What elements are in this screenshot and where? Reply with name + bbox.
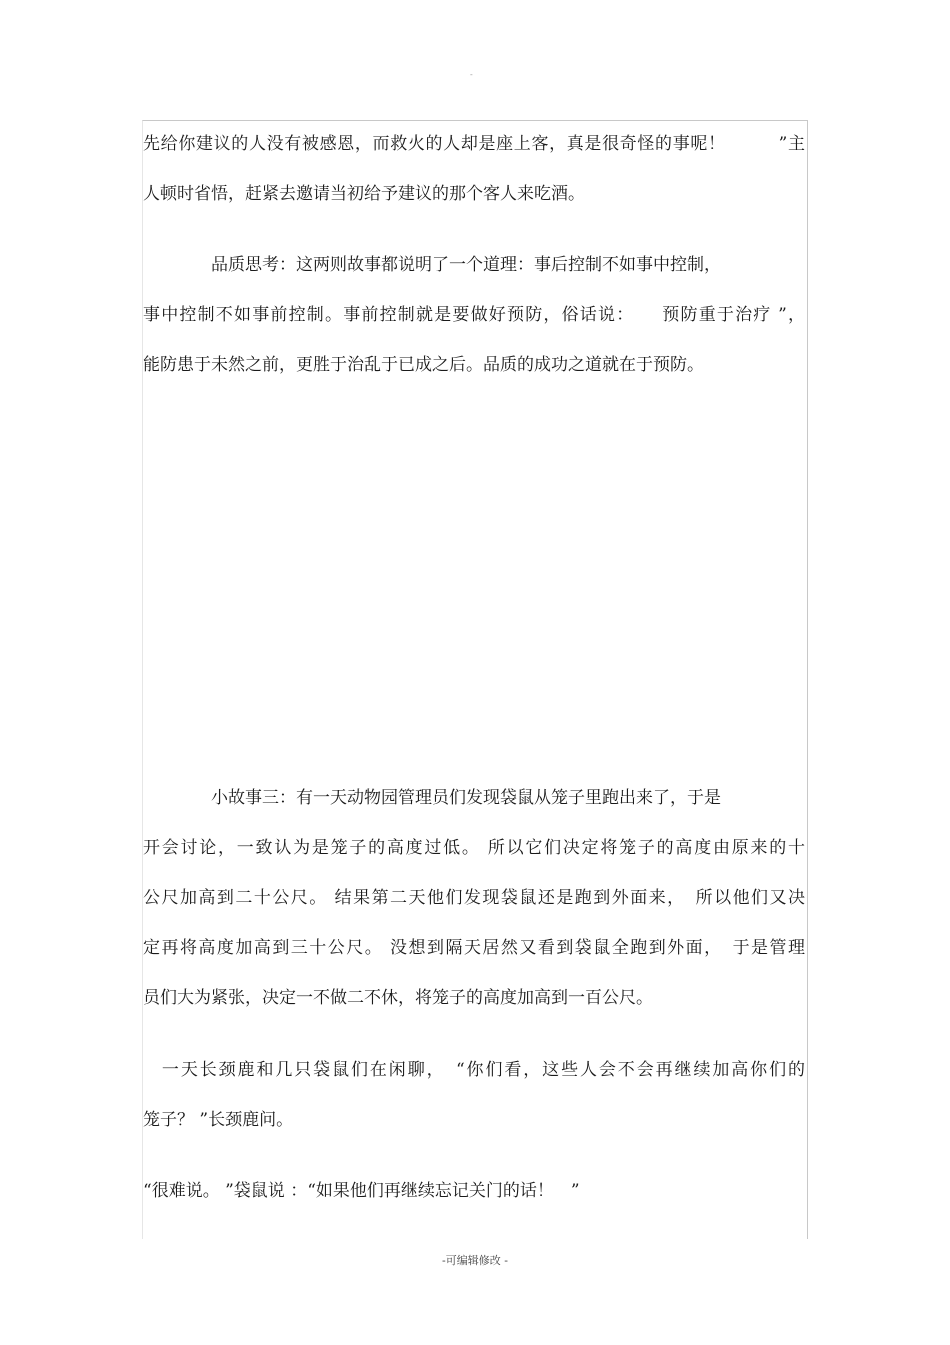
text-line: 笼子？ ”长颈鹿问。	[143, 1110, 294, 1130]
page-footer: -可编辑修改 -	[442, 1254, 508, 1267]
text-line: “很难说。 ”袋鼠说 ：“如果他们再继续忘记关门的话！ ”	[143, 1181, 580, 1201]
text-line: 一天长颈鹿和几只袋鼠们在闲聊， “你们看，这些人会不会再继续加高你们的	[143, 1060, 805, 1080]
header-mark: -	[470, 70, 473, 79]
text-line: 品质思考：这两则故事都说明了一个道理：事后控制不如事中控制，	[143, 255, 721, 275]
text-line: 公尺加高到二十公尺。 结果第二天他们发现袋鼠还是跑到外面来， 所以他们又决	[143, 888, 805, 908]
text-line: 人顿时省悟，赶紧去邀请当初给予建议的那个客人来吃酒。	[143, 184, 585, 204]
text-line: 员们大为紧张，决定一不做二不休，将笼子的高度加高到一百公尺。	[143, 988, 653, 1008]
text-line: 定再将高度加高到三十公尺。 没想到隔天居然又看到袋鼠全跑到外面， 于是管理	[143, 938, 805, 958]
text-line: 能防患于未然之前，更胜于治乱于已成之后。品质的成功之道就在于预防。	[143, 355, 704, 375]
text-line: 小故事三：有一天动物园管理员们发现袋鼠从笼子里跑出来了，于是	[143, 788, 721, 808]
text-line: 事中控制不如事前控制。事前控制就是要做好预防，俗话说： 预防重于治疗 ”，	[143, 305, 805, 325]
text-line: 先给你建议的人没有被感恩，而救火的人却是座上客，真是很奇怪的事呢！ ”主	[143, 134, 805, 154]
text-line: 开会讨论，一致认为是笼子的高度过低。 所以它们决定将笼子的高度由原来的十	[143, 838, 805, 858]
